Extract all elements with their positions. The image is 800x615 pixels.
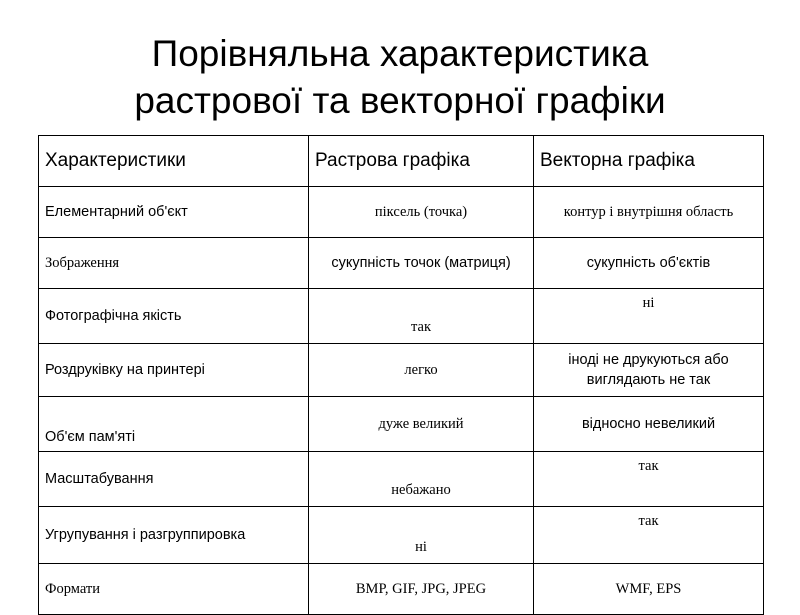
slide-title <box>0 30 800 124</box>
table-row <box>39 397 764 452</box>
vector-value: контур і внутрішня область <box>534 187 764 238</box>
slide-title-line-2: растрової та векторної графіки <box>134 80 666 121</box>
table-row <box>39 238 764 289</box>
row-label: Елементарний об'єкт <box>39 187 309 238</box>
table-header-row <box>39 136 764 187</box>
raster-value: ні <box>309 507 534 564</box>
row-label: Об'єм пам'яті <box>39 397 309 452</box>
table-row <box>39 289 764 344</box>
row-label: Формати <box>39 564 309 615</box>
vector-value: так <box>534 507 764 564</box>
row-label: Угрупування і разгруппировка <box>39 507 309 564</box>
vector-value: ні <box>534 289 764 344</box>
vector-value: відносно невеликий <box>534 397 764 452</box>
slide-title-line-1: Порівняльна характеристика <box>151 33 649 74</box>
column-header-raster: Растрова графіка <box>309 136 534 187</box>
raster-value: так <box>309 289 534 344</box>
vector-value: сукупність об'єктів <box>534 238 764 289</box>
column-header-characteristics: Характеристики <box>39 136 309 187</box>
raster-value: піксель (точка) <box>309 187 534 238</box>
raster-value: легко <box>309 344 534 397</box>
table-row <box>39 507 764 564</box>
row-label: Зображення <box>39 238 309 289</box>
column-header-vector: Векторна графіка <box>534 136 764 187</box>
row-label: Масштабування <box>39 452 309 507</box>
comparison-table <box>38 135 764 615</box>
raster-value: BMP, GIF, JPG, JPEG <box>309 564 534 615</box>
raster-value: дуже великий <box>309 397 534 452</box>
vector-value: так <box>534 452 764 507</box>
table-row <box>39 344 764 397</box>
vector-value: іноді не друкуються або виглядають не так <box>534 344 764 397</box>
raster-value: небажано <box>309 452 534 507</box>
vector-value: WMF, EPS <box>534 564 764 615</box>
raster-value: сукупність точок (матриця) <box>309 238 534 289</box>
table-row <box>39 452 764 507</box>
table-row <box>39 564 764 615</box>
row-label: Роздруківку на принтері <box>39 344 309 397</box>
table-row <box>39 187 764 238</box>
row-label: Фотографічна якість <box>39 289 309 344</box>
